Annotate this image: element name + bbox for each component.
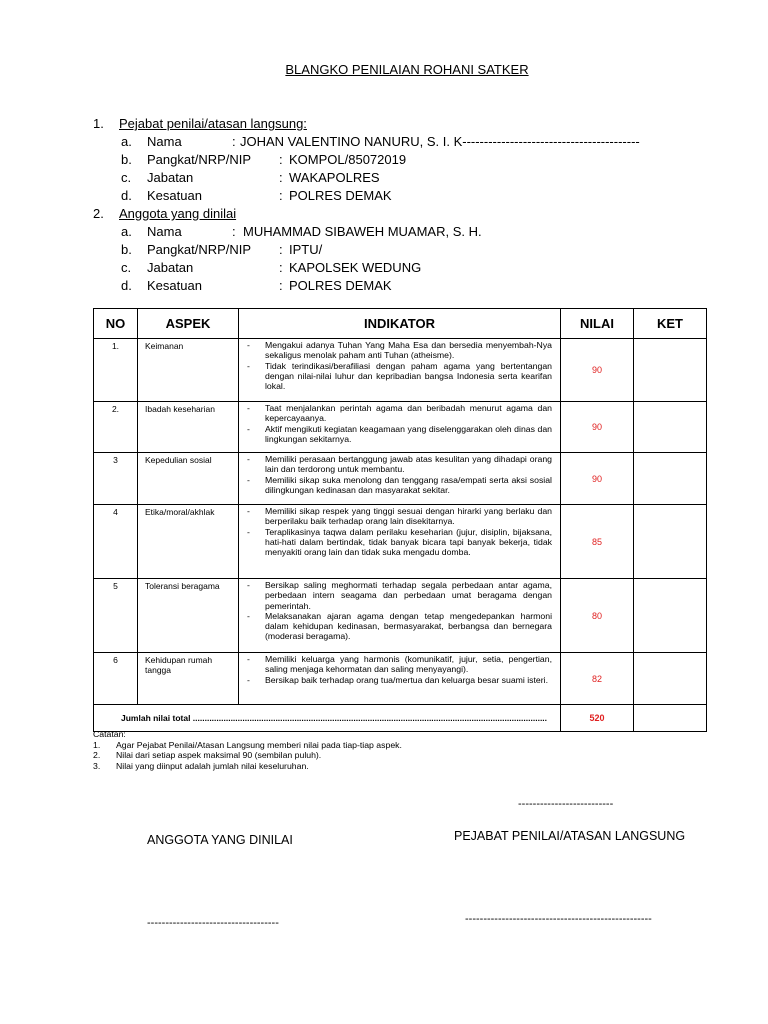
table-header-row (94, 309, 707, 339)
s2-letter-b: b. (121, 242, 132, 257)
indicator-text: Mengakui adanya Tuhan Yang Maha Esa dan bersedia menyembah-Nya sekaligus menolak paham anti Tuhan (atheisme). (265, 340, 552, 361)
indicator-item (247, 361, 552, 392)
indicator-item (247, 675, 552, 685)
s2-label-kesatuan: Kesatuan (147, 278, 202, 293)
row-ket (634, 453, 707, 505)
row-ket (634, 653, 707, 705)
s1-label-nama: Nama (147, 134, 182, 149)
indicator-item (247, 527, 552, 558)
indicator-item (247, 340, 552, 361)
row-nilai: 82 (561, 653, 634, 705)
s1-letter-b: b. (121, 152, 132, 167)
total-row (94, 705, 707, 732)
header-nilai: NILAI (561, 309, 634, 339)
row-indicators (239, 453, 561, 505)
indicator-item (247, 454, 552, 475)
s2-label-nama: Nama (147, 224, 182, 239)
row-no: 4 (94, 505, 138, 579)
bullet-dash: - (247, 403, 250, 413)
s2-value-pangkat: IPTU/ (289, 242, 323, 257)
s1-sep-c: : (279, 170, 283, 185)
indicator-text: Taat menjalankan perintah agama dan beribadah menurut agama dan kepercayaanya. (265, 403, 552, 424)
row-ket (634, 402, 707, 453)
row-ket (634, 505, 707, 579)
s2-sep-a: : (232, 224, 236, 239)
section1-number: 1. (93, 116, 104, 131)
row-aspek: Etika/moral/akhlak (138, 505, 239, 579)
table-row (94, 453, 707, 505)
row-aspek: Toleransi beragama (138, 579, 239, 653)
indicator-item (247, 424, 552, 445)
indicator-item (247, 403, 552, 424)
row-indicators (239, 339, 561, 402)
s1-label-pangkat: Pangkat/NRP/NIP (147, 152, 252, 167)
s1-letter-c: c. (121, 170, 132, 185)
row-indicators (239, 579, 561, 653)
header-aspek: ASPEK (138, 309, 239, 339)
signature-left-title: ANGGOTA YANG DINILAI (147, 833, 293, 847)
notes (93, 729, 402, 771)
note-item (93, 750, 402, 761)
s1-letter-d: d. (121, 188, 132, 203)
total-label: Jumlah nilai total ...................................................................................................................................................... (94, 705, 561, 732)
row-indicators (239, 653, 561, 705)
indicator-text: Memiliki sikap suka menolong dan tenggang rasa/empati serta aksi sosial dilingkungan kedinasan dan masyarakat sekitar. (265, 474, 552, 495)
page-title: BLANGKO PENILAIAN ROHANI SATKER (285, 62, 529, 77)
s1-value-kesatuan: POLRES DEMAK (289, 188, 392, 203)
s1-label-jabatan: Jabatan (147, 170, 194, 185)
indicator-item (247, 580, 552, 611)
table-row (94, 653, 707, 705)
row-ket (634, 339, 707, 402)
note-text: Agar Pejabat Penilai/Atasan Langsung memberi nilai pada tiap-tiap aspek. (116, 739, 402, 750)
bullet-dash: - (247, 360, 250, 371)
row-no: 5 (94, 579, 138, 653)
indicator-item (247, 611, 552, 642)
s2-label-jabatan: Jabatan (147, 260, 194, 275)
table-row (94, 402, 707, 453)
table-row (94, 579, 707, 653)
section1-heading: Pejabat penilai/atasan langsung: (119, 116, 307, 131)
row-no: 1. (94, 339, 138, 402)
note-number: 3. (93, 760, 101, 771)
s1-letter-a: a. (121, 134, 132, 149)
s2-value-kesatuan: POLRES DEMAK (289, 278, 392, 293)
s2-label-pangkat: Pangkat/NRP/NIP (147, 242, 252, 257)
header-indikator: INDIKATOR (239, 309, 561, 339)
note-text: Nilai yang diinput adalah jumlah nilai keseluruhan. (116, 760, 309, 771)
bullet-dash: - (247, 610, 250, 621)
indicator-text: Tidak terindikasi/berafiliasi dengan paham agama yang bertentangan dengan nilai-nilai luhur dan kepribadian bangsa Indonesia serta kearifan lokal. (265, 360, 552, 392)
bullet-dash: - (247, 674, 250, 685)
notes-heading: Catatan: (93, 729, 126, 739)
section2-heading: Anggota yang dinilai (119, 206, 237, 221)
row-nilai: 90 (561, 402, 634, 453)
note-item (93, 761, 402, 772)
s1-value-jabatan: WAKAPOLRES (289, 170, 380, 185)
bullet-dash: - (247, 506, 250, 516)
header-no: NO (94, 309, 138, 339)
row-nilai: 90 (561, 339, 634, 402)
row-aspek: Kepedulian sosial (138, 453, 239, 505)
row-no: 3 (94, 453, 138, 505)
bullet-dash: - (247, 526, 250, 537)
s1-sep-a: : (232, 134, 236, 149)
indicator-text: Memiliki perasaan bertanggung jawab atas kesulitan yang dihadapi orang lain dan terdorong untuk membantu. (265, 454, 552, 475)
note-number: 1. (93, 739, 101, 750)
table-row (94, 339, 707, 402)
indicator-text: Memiliki keluarga yang harmonis (komunikatif, jujur, setia, pengertian, saling menjaga kehormatan dan saling menyayangi). (265, 654, 552, 675)
section2-number: 2. (93, 206, 104, 221)
assessment-table (93, 308, 707, 732)
note-number: 2. (93, 750, 101, 760)
s2-letter-a: a. (121, 224, 132, 239)
table-row (94, 505, 707, 579)
indicator-text: Melaksanakan ajaran agama dengan tetap mengedepankan harmoni dalam kehidupan kedinasan, bermasyarakat, berbangsa dan bernegara (moderasi beragama). (265, 610, 552, 642)
signature-left-line: ------------------------------------ (147, 917, 279, 929)
total-value: 520 (561, 705, 634, 732)
bullet-dash: - (247, 454, 250, 464)
total-ket (634, 705, 707, 732)
date-line: -------------------------- (518, 798, 614, 810)
s2-value-nama: MUHAMMAD SIBAWEH MUAMAR, S. H. (243, 224, 482, 239)
s2-letter-c: c. (121, 260, 132, 275)
note-text: Nilai dari setiap aspek maksimal 90 (sembilan puluh). (116, 750, 322, 760)
indicator-text: Teraplikasinya taqwa dalam perilaku keseharian (jujur, disiplin, bijaksana, hati-hati dalam bertindak, tidak banyak bicara tapi banyak bekerja, tidak menyakiti orang lain dan tidak suka mengadu domba. (265, 526, 552, 558)
indicator-text: Bersikap saling meghormati terhadap segala perbedaan antar agama, perbedaan intern seagama dan perbedaan umat beragama dengan pemerintah. (265, 580, 552, 611)
row-aspek: Kehidupan rumah tangga (138, 653, 239, 705)
indicator-item (247, 654, 552, 675)
s1-value-pangkat: KOMPOL/85072019 (289, 152, 407, 167)
row-ket (634, 579, 707, 653)
indicator-item (247, 475, 552, 496)
row-nilai: 85 (561, 505, 634, 579)
row-nilai: 80 (561, 579, 634, 653)
indicator-text: Bersikap baik terhadap orang tua/mertua dan keluarga besar suami isteri. (265, 674, 548, 685)
row-aspek: Keimanan (138, 339, 239, 402)
indicator-text: Aktif mengikuti kegiatan keagamaan yang diselenggarakan oleh dinas dan lingkungan sekitarnya. (265, 423, 552, 444)
s2-sep-c: : (279, 260, 283, 275)
signature-right-title: PEJABAT PENILAI/ATASAN LANGSUNG (454, 829, 686, 843)
s1-sep-d: : (279, 188, 283, 203)
s1-value-nama: JOHAN VALENTINO NANURU, S. I. K----------------------------------------- (240, 134, 640, 149)
s2-sep-b: : (279, 242, 283, 257)
s2-value-jabatan: KAPOLSEK WEDUNG (289, 260, 422, 275)
bullet-dash: - (247, 474, 250, 485)
bullet-dash: - (247, 580, 250, 590)
row-no: 6 (94, 653, 138, 705)
indicator-item (247, 506, 552, 527)
signature-right-line: --------------------------------------------------- (465, 913, 652, 925)
s2-sep-d: : (279, 278, 283, 293)
row-aspek: Ibadah keseharian (138, 402, 239, 453)
row-indicators (239, 505, 561, 579)
note-item (93, 740, 402, 751)
bullet-dash: - (247, 423, 250, 434)
header-ket: KET (634, 309, 707, 339)
s1-label-kesatuan: Kesatuan (147, 188, 202, 203)
s1-sep-b: : (279, 152, 283, 167)
bullet-dash: - (247, 340, 250, 350)
row-nilai: 90 (561, 453, 634, 505)
s2-letter-d: d. (121, 278, 132, 293)
row-indicators (239, 402, 561, 453)
indicator-text: Memiliki sikap respek yang tinggi sesuai dengan hirarki yang berlaku dan berperilaku baik terhadap orang lain disekitarnya. (265, 506, 552, 527)
row-no: 2. (94, 402, 138, 453)
bullet-dash: - (247, 654, 250, 664)
